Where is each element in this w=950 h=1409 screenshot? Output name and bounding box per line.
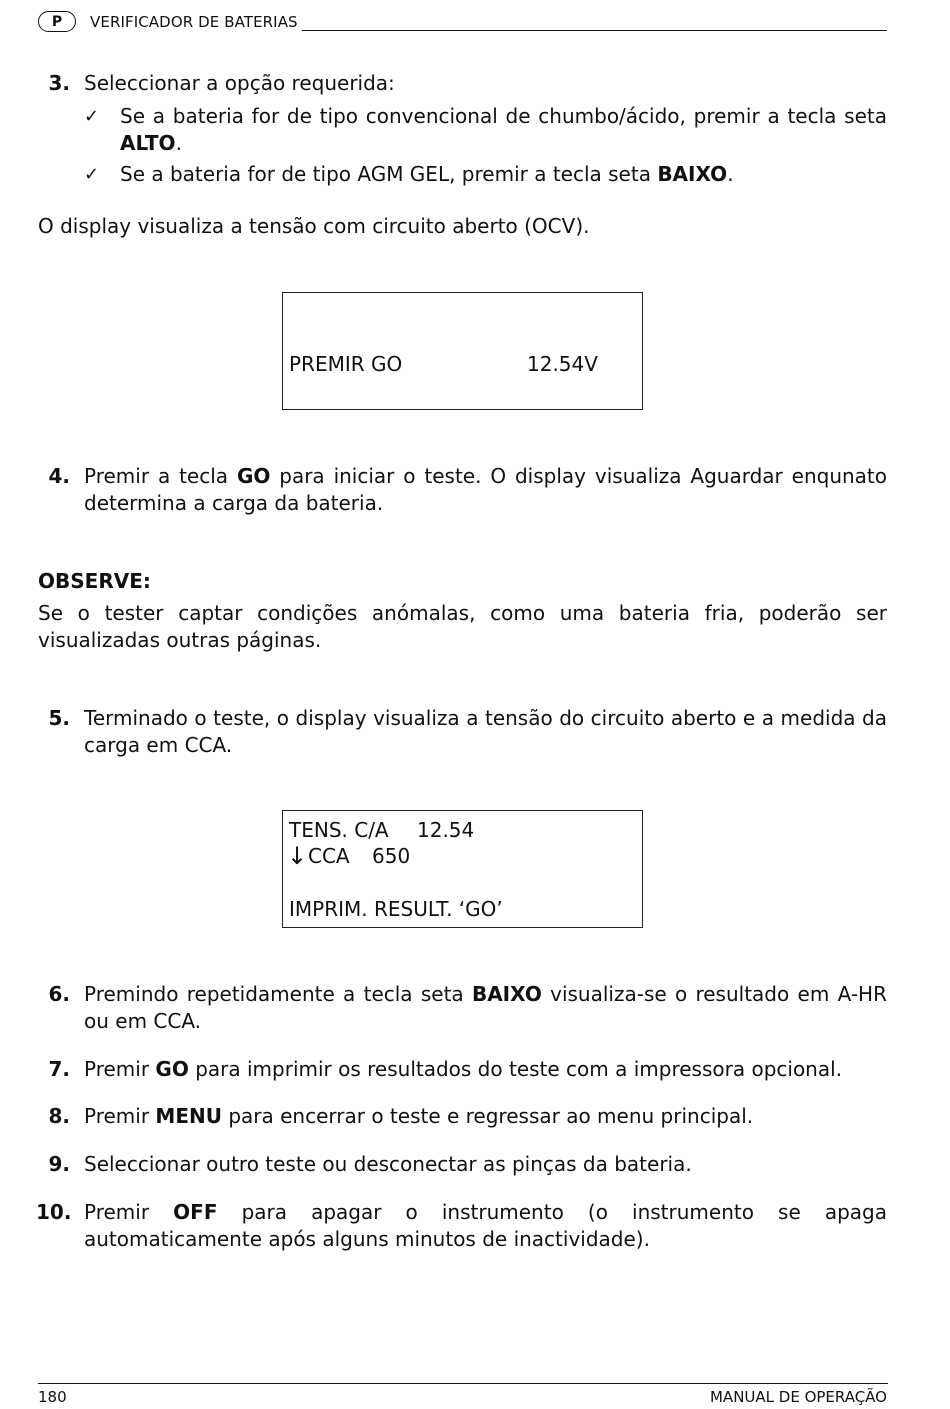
step-8-text: Premir MENU para encerrar o teste e regressar ao menu principal. (84, 1104, 754, 1128)
step-5-text: Terminado o teste, o display visualiza a tensão do circuito aberto e a medida da carga em CCA. (84, 706, 887, 757)
step-5-number: 5. (48, 706, 70, 730)
lcd-display-ocv (282, 292, 643, 410)
step-9-text: Seleccionar outro teste ou desconectar as pinças da bateria. (84, 1152, 692, 1176)
lcd-ocv-value: 12.54 (417, 818, 475, 842)
step-6-text: Premindo repetidamente a tecla seta BAIXO visualiza-se o resultado em A-HR ou em CCA. (84, 982, 887, 1033)
step-3-bullet-1: Se a bateria for de tipo convencional de chumbo/ácido, premir a tecla seta ALTO. (120, 104, 887, 155)
lcd-display-result (282, 810, 643, 928)
footer-rule (38, 1383, 888, 1384)
section-badge: P (38, 11, 76, 32)
step-7-text: Premir GO para imprimir os resultados do teste com a impressora opcional. (84, 1057, 843, 1081)
header-rule (302, 30, 887, 31)
step-10-text: Premir OFF para apagar o instrumento (o instrumento se apaga automaticamente após alguns minutos de inactividade). (84, 1200, 887, 1251)
lcd-print-prompt: IMPRIM. RESULT. ‘GO’ (289, 897, 503, 921)
step-7-number: 7. (48, 1057, 70, 1081)
observe-heading: OBSERVE: (38, 569, 151, 593)
step-3-bullet-2: Se a bateria for de tipo AGM GEL, premir a tecla seta BAIXO. (120, 162, 734, 186)
step-3-text: Seleccionar a opção requerida: (84, 71, 395, 95)
lcd-cca-label: CCA (308, 844, 350, 868)
check-icon: ✓ (84, 106, 100, 127)
step-10-number: 10. (36, 1200, 72, 1224)
lcd-voltage-value: 12.54V (527, 352, 598, 376)
step-3-number: 3. (48, 71, 70, 95)
step-6-number: 6. (48, 982, 70, 1006)
observe-text: Se o tester captar condições anómalas, como uma bateria fria, poderão ser visualizadas outras páginas. (38, 601, 887, 652)
lcd-cca-value: 650 (372, 844, 411, 868)
footer-manual-title: MANUAL DE OPERAÇÃO (709, 1388, 887, 1406)
step-4-text: Premir a tecla GO para iniciar o teste. O display visualiza Aguardar enqunato determina a carga da bateria. (84, 464, 887, 515)
step-4-number: 4. (48, 464, 70, 488)
ocv-text: O display visualiza a tensão com circuito aberto (OCV). (38, 214, 590, 238)
lcd-ocv-label: TENS. C/A (289, 818, 389, 842)
check-icon: ✓ (84, 164, 100, 185)
step-9-number: 9. (48, 1152, 70, 1176)
lcd-prompt-label: PREMIR GO (289, 352, 403, 376)
step-8-number: 8. (48, 1104, 70, 1128)
header-title: VERIFICADOR DE BATERIAS (90, 13, 298, 31)
page-number: 180 (38, 1388, 67, 1406)
arrow-down-icon: ↓ (287, 842, 308, 870)
